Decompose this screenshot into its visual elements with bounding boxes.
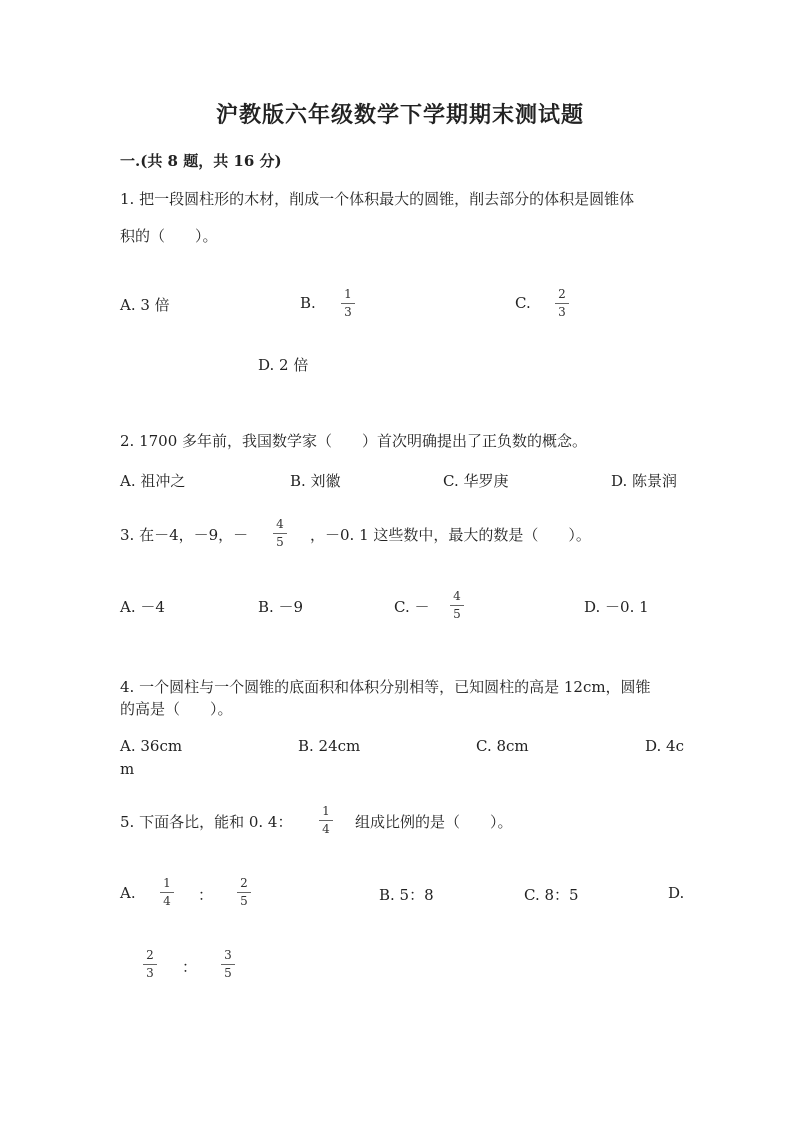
question-3-option-b[interactable]: B. －9 [258, 598, 304, 616]
question-3-option-a[interactable]: A. －4 [120, 598, 165, 616]
question-5-option-d-label[interactable]: D. [668, 884, 685, 902]
question-5-option-a-fraction-1 [159, 877, 175, 908]
question-4-option-b[interactable]: B. 24cm [298, 737, 361, 755]
fraction-bar [341, 303, 355, 304]
question-5-option-a-label[interactable]: A. [120, 884, 136, 902]
question-1-option-a[interactable]: A. 3 倍 [120, 296, 170, 314]
fraction-numerator: 2 [240, 876, 248, 890]
section-header: 一.(共 8 题，共 16 分) [120, 152, 282, 170]
fraction-denominator: 5 [453, 607, 461, 621]
question-5-stem-fraction [318, 805, 334, 836]
question-1-stem-line-1: 1. 把一段圆柱形的木材，削成一个体积最大的圆锥，削去部分的体积是圆锥体 [120, 190, 635, 208]
fraction-bar [160, 892, 174, 893]
question-1-option-c-fraction [554, 288, 570, 319]
fraction-numerator: 4 [276, 517, 284, 531]
fraction-bar [143, 964, 157, 965]
question-2-option-c[interactable]: C. 华罗庚 [443, 472, 509, 490]
fraction-denominator: 4 [322, 822, 330, 836]
question-1-stem-line-2: 积的（ ）。 [120, 227, 218, 245]
fraction-bar [555, 303, 569, 304]
question-1-option-d[interactable]: D. 2 倍 [258, 356, 309, 374]
fraction-denominator: 5 [224, 966, 232, 980]
fraction-denominator: 3 [558, 305, 566, 319]
question-3-option-c-fraction [449, 590, 465, 621]
question-3-option-c-label[interactable]: C. － [394, 598, 430, 616]
fraction-bar [319, 820, 333, 821]
fraction-numerator: 1 [344, 287, 352, 301]
fraction-numerator: 4 [453, 589, 461, 603]
page-title: 沪教版六年级数学下学期期末测试题 [215, 102, 584, 128]
question-3-stem-fraction [272, 518, 288, 549]
question-4-option-d-wrap: m [120, 760, 135, 778]
question-4-option-c[interactable]: C. 8cm [476, 737, 529, 755]
question-4-option-d[interactable]: D. 4c [645, 737, 684, 755]
question-4-stem-line-2: 的高是（ ）。 [120, 700, 233, 718]
fraction-bar [273, 533, 287, 534]
question-5-option-a-fraction-2 [236, 877, 252, 908]
fraction-denominator: 3 [146, 966, 154, 980]
question-5-option-b[interactable]: B. 5：8 [379, 886, 434, 904]
fraction-denominator: 5 [276, 535, 284, 549]
question-1-option-c-label[interactable]: C. [515, 294, 531, 312]
question-5-option-c[interactable]: C. 8：5 [524, 886, 579, 904]
question-4-stem-line-1: 4. 一个圆柱与一个圆锥的底面积和体积分别相等，已知圆柱的高是 12cm，圆锥 [120, 678, 651, 696]
question-5-option-d-fraction-1 [142, 949, 158, 980]
question-5-option-a-colon: ： [198, 886, 214, 904]
fraction-bar [450, 605, 464, 606]
fraction-denominator: 4 [163, 894, 171, 908]
question-3-stem-part-1: 3. 在－4，－9，－ [120, 526, 249, 544]
question-5-option-d-fraction-2 [220, 949, 236, 980]
fraction-denominator: 3 [344, 305, 352, 319]
question-1-option-b-label[interactable]: B. [300, 294, 316, 312]
question-2-stem: 2. 1700 多年前，我国数学家（ ）首次明确提出了正负数的概念。 [120, 432, 588, 450]
fraction-numerator: 1 [163, 876, 171, 890]
question-3-option-d[interactable]: D. －0. 1 [584, 598, 649, 616]
fraction-bar [237, 892, 251, 893]
question-1-option-b-fraction [340, 288, 356, 319]
question-3-stem-part-2: ，－0. 1 这些数中，最大的数是（ ）。 [310, 526, 591, 544]
fraction-numerator: 3 [224, 948, 232, 962]
fraction-numerator: 1 [322, 804, 330, 818]
question-5-stem-part-2: 组成比例的是（ ）。 [355, 813, 513, 831]
question-5-stem-part-1: 5. 下面各比，能和 0. 4： [120, 813, 293, 831]
fraction-numerator: 2 [558, 287, 566, 301]
fraction-denominator: 5 [240, 894, 248, 908]
question-2-option-b[interactable]: B. 刘徽 [290, 472, 341, 490]
question-2-option-d[interactable]: D. 陈景润 [611, 472, 678, 490]
question-2-option-a[interactable]: A. 祖冲之 [120, 472, 186, 490]
fraction-bar [221, 964, 235, 965]
question-5-option-d-colon: ： [182, 958, 198, 976]
question-4-option-a[interactable]: A. 36cm [120, 737, 183, 755]
fraction-numerator: 2 [146, 948, 154, 962]
